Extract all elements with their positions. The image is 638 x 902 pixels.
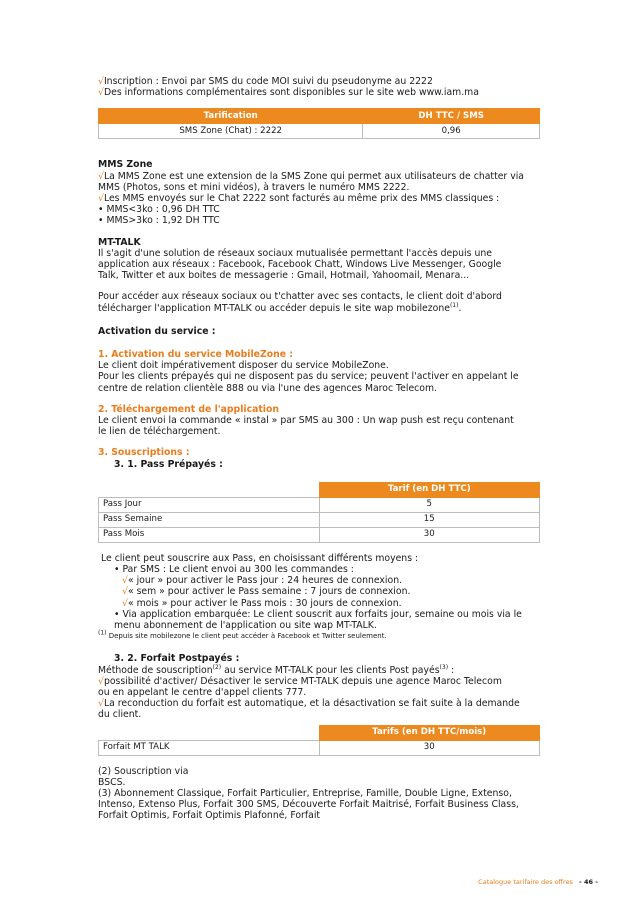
intro-line-2: √Des informations complémentaires sont disponibles sur le site web www.iam.ma xyxy=(98,87,479,99)
mms-line-2: MMS (Photos, sons et mini vidéos), à travers le numéro MMS 2222. xyxy=(98,181,410,193)
check-icon: √ xyxy=(98,698,104,710)
activation-step-2-line-2: le lien de téléchargement. xyxy=(98,426,221,438)
page-number: - 46 - xyxy=(579,878,598,886)
forfait-line-2: √possibilité d'activer/ Désactiver le service MT-TALK depuis une agence Maroc Telecom xyxy=(98,675,502,687)
activation-step-1-line-3: centre de relation clientèle 888 ou via l'une des agences Maroc Telecom. xyxy=(98,382,437,394)
mttalk-p1-line-3: Talk, Twitter et aux boites de messagerie : Gmail, Hotmail, Yahoomail, Menara... xyxy=(98,270,470,282)
check-icon: √ xyxy=(122,597,128,609)
table-cell: 5 xyxy=(319,497,540,512)
note-3-line-1: (3) Abonnement Classique, Forfait Particulier, Entreprise, Famille, Double Ligne, Extenso, xyxy=(98,787,512,799)
mms-line-1: √La MMS Zone est une extension de la SMS Zone qui permet aux utilisateurs de chatter via xyxy=(98,170,524,182)
activation-title: Activation du service : xyxy=(98,325,216,337)
forfait-title: 3. 2. Forfait Postpayés : xyxy=(114,653,240,665)
forfait-line-3: ou en appelant le centre d'appel clients 777. xyxy=(98,686,307,698)
table-row xyxy=(99,527,540,542)
forfait-line-1: Méthode de souscription$^{(2)}$ au service MT-TALK pour les clients Post payés$^{(3)}$ : xyxy=(98,663,455,676)
table-cell: 15 xyxy=(319,512,540,527)
activation-step-1-line-1: Le client doit impérativement disposer du service MobileZone. xyxy=(98,360,389,372)
mttalk-p1-line-1: Il s'agit d'une solution de réseaux sociaux mutualisée permettant l'accès depuis une xyxy=(98,247,492,259)
table-cell: SMS Zone (Chat) : 2222 xyxy=(99,124,363,139)
check-icon: √ xyxy=(98,76,104,87)
table-cell: 30 xyxy=(319,527,540,542)
mms-bullet-1: • MMS<3ko : 0,96 DH TTC xyxy=(98,204,220,216)
pass-tarif-table xyxy=(98,482,540,543)
note-3-line-2: Intenso, Extenso Plus, Forfait 300 SMS, Découverte Forfait Maitrisé, Forfait Business Class, xyxy=(98,799,519,811)
activation-step-1-line-2: Pour les clients prépayés qui ne disposent pas du service; peuvent l'activer en appelant le xyxy=(98,371,519,383)
table-header: Tarification xyxy=(99,109,363,124)
activation-step-1-title: 1. Activation du service MobileZone : xyxy=(98,349,293,361)
footer-label: Catalogue tarifaire des offres xyxy=(478,878,573,886)
document-page xyxy=(98,76,540,822)
table-header: DH TTC / SMS xyxy=(363,109,540,124)
table-row xyxy=(99,497,540,512)
activation-step-2-line-1: Le client envoi la commande « instal » par SMS au 300 : Un wap push est reçu contenant xyxy=(98,415,514,427)
mms-line-3: √Les MMS envoyés sur le Chat 2222 sont facturés au même prix des MMS classiques : xyxy=(98,193,500,205)
mttalk-p1-line-2: application aux réseaux : Facebook, Facebook Chatt, Windows Live Messenger, Google xyxy=(98,259,502,271)
forfait-line-4: √La reconduction du forfait est automatique, et la désactivation se fait suite à la demande xyxy=(98,698,520,710)
mms-bullet-2: • MMS>3ko : 1,92 DH TTC xyxy=(98,215,220,227)
check-icon: √ xyxy=(122,575,128,587)
note-2-line-2: BSCS. xyxy=(98,776,126,788)
souscription-line-1: Le client peut souscrire aux Pass, en choisissant différents moyens : xyxy=(101,552,419,564)
table-row xyxy=(99,740,540,755)
check-icon: √ xyxy=(98,675,104,687)
forfait-line-5: du client. xyxy=(98,709,142,721)
souscription-line-6: • Via application embarquée: Le client souscrit aux forfaits jour, semaine ou mois via le xyxy=(114,608,522,620)
check-icon: √ xyxy=(98,87,104,99)
tarification-table xyxy=(98,108,540,139)
mttalk-title: MT-TALK xyxy=(98,236,141,248)
note-2-line-1: (2) Souscription via xyxy=(98,765,189,777)
check-icon: √ xyxy=(98,193,104,205)
check-icon: √ xyxy=(122,586,128,598)
footnote-1: (1) Depuis site mobilezone le client peut accéder à Facebook et Twitter seulement. xyxy=(98,629,387,641)
souscription-line-4: √« sem » pour activer le Pass semaine : 7 jours de connexion. xyxy=(122,586,411,598)
check-icon: √ xyxy=(98,170,104,182)
activation-step-2-title: 2. Téléchargement de l'application xyxy=(98,403,279,415)
table-cell: 0,96 xyxy=(363,124,540,139)
table-cell: Forfait MT TALK xyxy=(99,740,320,755)
table-header: Tarif (en DH TTC) xyxy=(319,482,540,497)
table-cell: Pass Jour xyxy=(99,497,320,512)
forfait-tarif-table xyxy=(98,725,540,756)
souscription-line-2: • Par SMS : Le client envoi au 300 les commandes : xyxy=(114,564,354,576)
table-cell: Pass Semaine xyxy=(99,512,320,527)
table-header: Tarifs (en DH TTC/mois) xyxy=(319,725,540,740)
table-row xyxy=(99,512,540,527)
souscription-line-5: √« mois » pour activer le Pass mois : 30 jours de connexion. xyxy=(122,597,402,609)
mttalk-p2-line-1: Pour accéder aux réseaux sociaux ou t'chatter avec ses contacts, le client doit d'abord xyxy=(98,291,502,303)
note-3-line-3: Forfait Optimis, Forfait Optimis Plafonné, Forfait xyxy=(98,810,321,822)
mms-title: MMS Zone xyxy=(98,159,153,171)
table-cell: Pass Mois xyxy=(99,527,320,542)
intro-line-1: √Inscription : Envoi par SMS du code MOI suivi du pseudonyme au 2222 xyxy=(98,76,433,87)
souscription-line-7: menu abonnement de l'application ou site wap MT-TALK. xyxy=(114,620,377,632)
activation-step-3-title: 3. Souscriptions : xyxy=(98,447,190,459)
souscription-line-3: √« jour » pour activer le Pass jour : 24 heures de connexion. xyxy=(122,575,403,587)
mttalk-p2-line-2: télécharger l'application MT-TALK ou accéder depuis le site wap mobilezone$^{(1)}$. xyxy=(98,301,462,314)
page-footer xyxy=(478,878,598,886)
pass-prepayes-title: 3. 1. Pass Prépayés : xyxy=(114,458,223,470)
table-cell: 30 xyxy=(319,740,540,755)
table-row xyxy=(99,124,540,139)
